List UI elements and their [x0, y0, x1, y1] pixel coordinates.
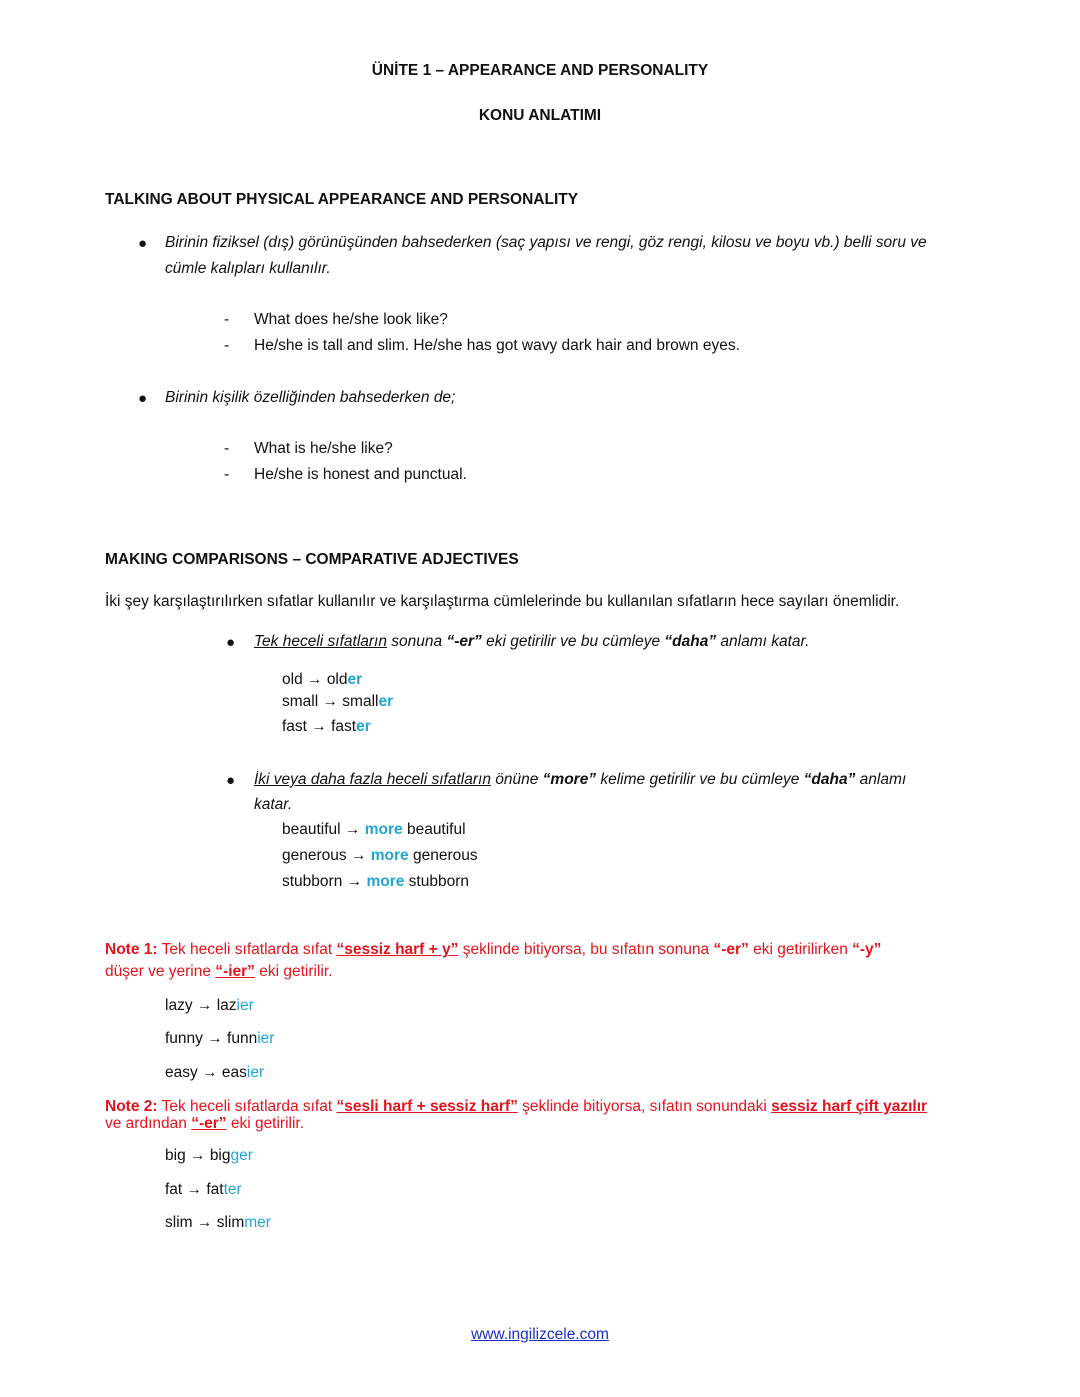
section-heading-comparisons: MAKING COMPARISONS – COMPARATIVE ADJECTIVES: [105, 551, 519, 568]
example-pair: easy → easier: [165, 1064, 265, 1081]
arrow-icon: →: [202, 1064, 218, 1081]
more-highlight: more: [370, 847, 409, 864]
bullet-icon: ●: [138, 235, 148, 252]
bullet-icon: ●: [226, 772, 236, 789]
arrow-icon: →: [196, 1214, 213, 1231]
note-2-cont: ve ardından “-er” eki getirilir.: [105, 1115, 305, 1132]
arrow-icon: →: [207, 1030, 223, 1047]
more-highlight: more: [364, 821, 403, 838]
more-highlight: more: [366, 873, 405, 890]
bullet-icon: ●: [138, 390, 148, 407]
example-pair: beautiful → more beautiful: [282, 821, 466, 838]
example-pair: old → older: [282, 671, 363, 688]
suffix-highlight: er: [378, 693, 394, 710]
suffix-highlight: mer: [244, 1214, 271, 1231]
example-pair: fast → faster: [282, 718, 371, 735]
rule-underline: Tek heceli sıfatların: [254, 633, 387, 650]
arrow-icon: →: [190, 1147, 206, 1164]
footer-link[interactable]: www.ingilizcele.com: [471, 1326, 609, 1343]
arrow-icon: →: [322, 693, 338, 710]
more-keyword: “more”: [542, 771, 597, 788]
example-sentence: What does he/she look like?: [254, 311, 448, 328]
example-sentence: He/she is honest and punctual.: [254, 466, 467, 483]
page-subtitle: KONU ANLATIMI: [478, 107, 602, 124]
bullet-icon: ●: [226, 634, 236, 651]
dash-icon: -: [224, 337, 230, 354]
arrow-icon: →: [186, 1181, 203, 1198]
suffix-highlight: ier: [236, 997, 254, 1014]
note-2: Note 2: Tek heceli sıfatlarda sıfat “sesli harf + sessiz harf” şeklinde bitiyorsa, sıfatın sonundaki sessiz harf çift yazılır: [105, 1098, 928, 1115]
note-label: Note 1:: [105, 941, 158, 958]
arrow-icon: →: [307, 671, 323, 688]
daha-keyword: “daha”: [803, 771, 856, 788]
example-pair: small → smaller: [282, 693, 394, 710]
rule-one-syllable: Tek heceli sıfatların sonuna “-er” eki getirilir ve bu cümleye “daha” anlamı katar.: [254, 633, 810, 650]
suffix-highlight: ger: [230, 1147, 253, 1164]
rule-underline: İki veya daha fazla heceli sıfatların: [254, 771, 491, 788]
intro-paragraph: İki şey karşılaştırılırken sıfatlar kullanılır ve karşılaştırma cümlelerinde bu kullanılan sıfatların hece sayıları önemlidir.: [105, 593, 900, 610]
example-pair: slim → slimmer: [165, 1214, 271, 1231]
bullet-text: Birinin fiziksel (dış) görünüşünden bahsederken (saç yapısı ve rengi, göz rengi, kilosu ve boyu vb.) belli soru ve: [165, 234, 927, 251]
arrow-icon: →: [350, 847, 367, 864]
rule-multi-syllable: İki veya daha fazla heceli sıfatların önüne “more” kelime getirilir ve bu cümleye “daha” anlamı: [254, 771, 907, 788]
suffix-highlight: er: [356, 718, 371, 735]
section-heading-appearance: TALKING ABOUT PHYSICAL APPEARANCE AND PERSONALITY: [105, 191, 579, 208]
example-pair: big → bigger: [165, 1147, 253, 1164]
dash-icon: -: [224, 440, 230, 457]
dash-icon: -: [224, 466, 230, 483]
arrow-icon: →: [311, 718, 327, 735]
example-pair: lazy → lazier: [165, 997, 254, 1014]
suffix-highlight: ier: [246, 1064, 265, 1081]
arrow-icon: →: [346, 873, 363, 890]
rule-multi-syllable-cont: katar.: [254, 796, 293, 813]
bullet-text: Birinin kişilik özelliğinden bahsederken de;: [165, 389, 456, 406]
arrow-icon: →: [196, 997, 213, 1014]
page-title: ÜNİTE 1 – APPEARANCE AND PERSONALITY: [371, 62, 709, 79]
suffix-highlight: er: [347, 671, 363, 688]
suffix-highlight: ier: [257, 1030, 275, 1047]
arrow-icon: →: [344, 821, 361, 838]
example-sentence: He/she is tall and slim. He/she has got wavy dark hair and brown eyes.: [254, 337, 740, 354]
daha-keyword: “daha”: [664, 633, 717, 650]
example-pair: funny → funnier: [165, 1030, 275, 1047]
suffix-keyword: “-er”: [446, 633, 482, 650]
example-pair: stubborn → more stubborn: [282, 873, 469, 890]
dash-icon: -: [224, 311, 230, 328]
suffix-highlight: ter: [223, 1181, 242, 1198]
note-1-cont: düşer ve yerine “-ier” eki getirilir.: [105, 963, 333, 980]
example-pair: fat → fatter: [165, 1181, 242, 1198]
example-pair: generous → more generous: [282, 847, 478, 864]
note-1: Note 1: Tek heceli sıfatlarda sıfat “sessiz harf + y” şeklinde bitiyorsa, bu sıfatın sonuna “-er” eki getirilirken “-y”: [105, 941, 882, 958]
bullet-text: cümle kalıpları kullanılır.: [165, 260, 331, 277]
example-sentence: What is he/she like?: [254, 440, 393, 457]
note-label: Note 2:: [105, 1098, 158, 1115]
